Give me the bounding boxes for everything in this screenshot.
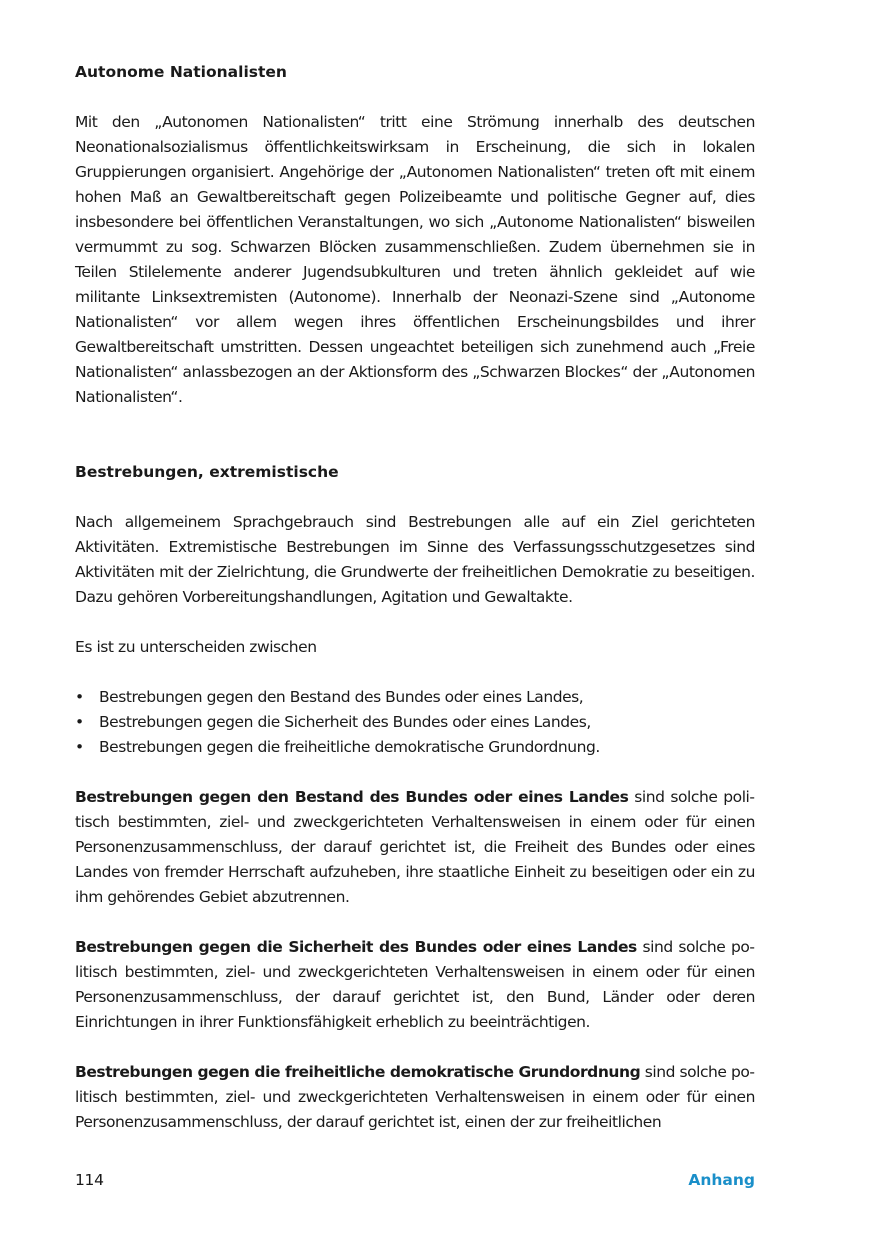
paragraph-autonome-nationalisten: Mit den „Autonomen Nationalisten“ tritt eine Strömung innerhalb des deutschen Neonationalsozialismus öffentlichkeitswirksam in Erscheinung, die sich in lokalen Gruppierungen organisiert. Angehörige der „Autonomen Nationalisten“ treten oft mit einem hohen Maß an Gewaltbereitschaft gegen Polizeibeamte und politische Gegner auf, dies insbesondere bei öffentlichen Veranstaltungen, wo sich „Autonome Nationalisten“ bisweilen vermummt zu sog. Schwarzen Blöcken zusammenschließen. Zudem übernehmen sie in Teilen Stilelemente anderer Jugendsubkulturen und treten ähnlich gekleidet auf wie militante Linksextremisten (Autonome). Innerhalb der Neonazi-Szene sind „Autonome Nationalisten“ vor allem wegen ihres öffentlichen Erscheinungsbildes und ihrer Gewaltbereitschaft umstritten. Dessen ungeachtet beteiligen sich zunehmend auch „Freie Nationalisten“ anlassbezogen an der Aktionsform des „Schwarzen Blockes“ der „Autonomen Nationalisten“. [75, 113, 755, 406]
list-item [75, 685, 755, 710]
bullet-list [75, 685, 755, 760]
bullet-icon: • [75, 738, 84, 756]
spacer [75, 610, 755, 635]
bullet-icon: • [75, 688, 84, 706]
definition-sicherheit [75, 935, 755, 1035]
list-item [75, 710, 755, 735]
section-heading-bestrebungen: Bestrebungen, extremistische [75, 463, 339, 481]
list-item-text: Bestrebungen gegen die Sicherheit des Bundes oder eines Landes, [99, 713, 591, 731]
definition-bestand [75, 785, 755, 910]
page-content [75, 60, 755, 1135]
spacer [75, 85, 755, 110]
spacer [75, 760, 755, 785]
definition-term: Bestrebungen gegen den Bestand des Bundes oder eines Landes [75, 788, 629, 806]
spacer [75, 410, 755, 460]
spacer [75, 1035, 755, 1060]
spacer [75, 910, 755, 935]
paragraph-distinguish: Es ist zu unterscheiden zwischen [75, 638, 317, 656]
definition-term: Bestrebungen gegen die Sicherheit des Bundes oder eines Landes [75, 938, 637, 956]
page-number: 114 [75, 1171, 104, 1189]
footer-section-label: Anhang [688, 1171, 755, 1189]
definition-text: sind solche politisch bestimmten, ziel- und zweckgerichteten Verhaltensweisen in einem oder für einen Personenzusammenschluss, der darauf gerichtet ist, einen der zur freiheitlichen [75, 1063, 755, 1131]
definition-text: sind solche politisch bestimmten, ziel- und zweckgerichteten Verhaltensweisen in einem oder für einen Personenzusammenschluss, der darauf gerichtet ist, die Freiheit des Bundes oder eines Landes von fremder Herrschaft aufzuheben, ihre staatliche Einheit zu beseitigen oder ein zu ihm gehörendes Gebiet abzutrennen. [75, 788, 755, 906]
list-item-text: Bestrebungen gegen die freiheitliche demokratische Grundordnung. [99, 738, 600, 756]
bullet-icon: • [75, 713, 84, 731]
spacer [75, 660, 755, 685]
definition-grundordnung [75, 1060, 755, 1135]
definition-text: sind solche politisch bestimmten, ziel- und zweckgerichteten Verhaltensweisen in einem oder für einen Personenzusammenschluss, der darauf gerichtet ist, den Bund, Länder oder deren Einrichtungen in ihrer Funktionsfähigkeit erheblich zu beeinträchtigen. [75, 938, 755, 1031]
definition-term: Bestrebungen gegen die freiheitliche demokratische Grundordnung [75, 1063, 641, 1081]
list-item [75, 735, 755, 760]
paragraph-bestrebungen-intro: Nach allgemeinem Sprachgebrauch sind Bestrebungen alle auf ein Ziel gerichteten Aktivitäten. Extremistische Bestrebungen im Sinne des Verfassungsschutzgesetzes sind Aktivitäten mit der Zielrichtung, die Grundwerte der freiheitlichen Demokratie zu beseitigen. Dazu gehören Vorbereitungshandlungen, Agitation und Gewaltakte. [75, 513, 755, 606]
spacer [75, 485, 755, 510]
section-heading-autonome-nationalisten: Autonome Nationalisten [75, 63, 287, 81]
list-item-text: Bestrebungen gegen den Bestand des Bundes oder eines Landes, [99, 688, 584, 706]
